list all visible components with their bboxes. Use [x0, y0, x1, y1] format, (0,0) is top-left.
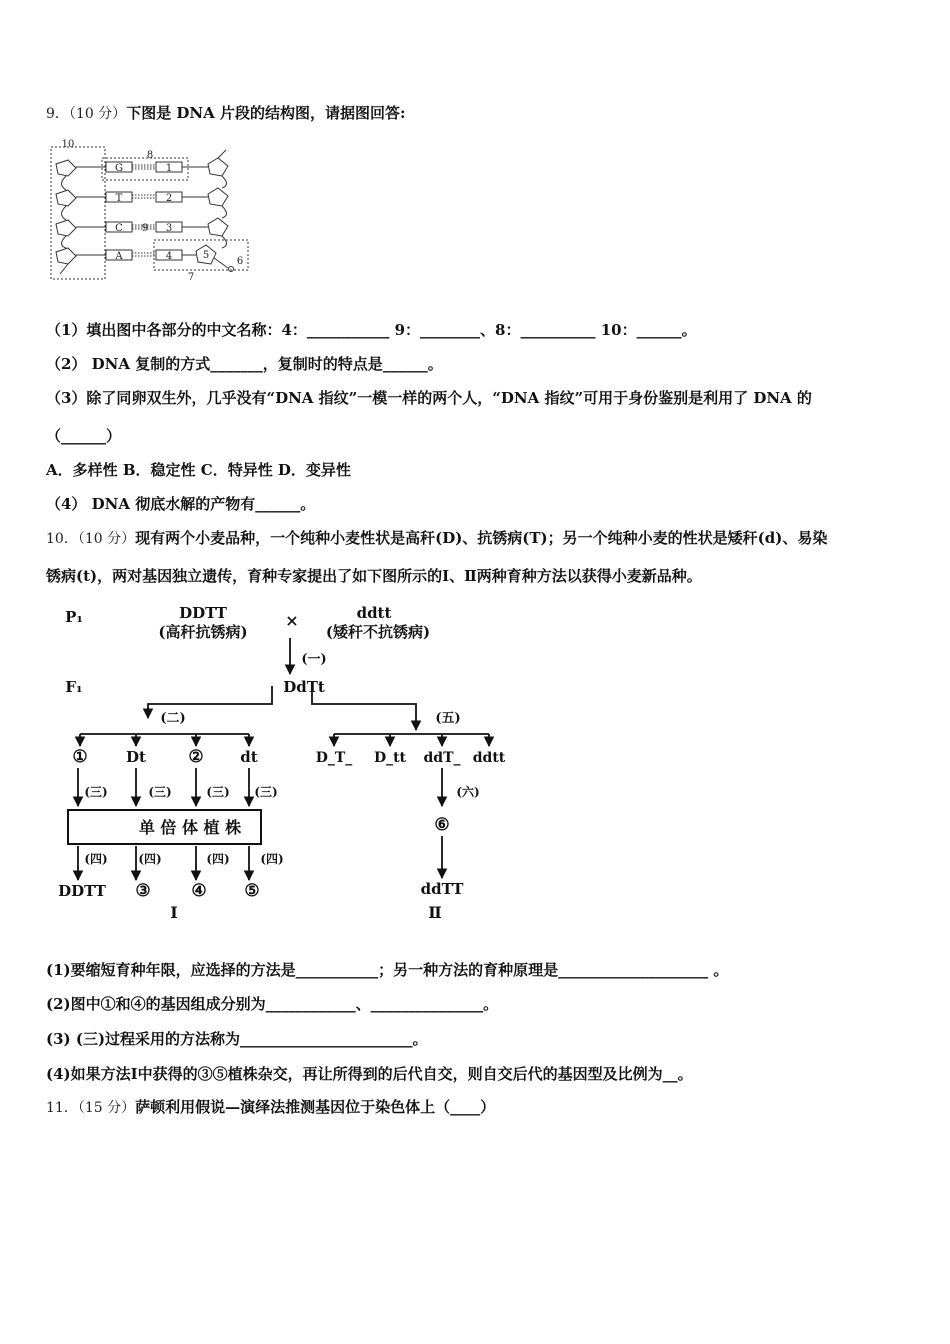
base-2: 2: [165, 193, 173, 204]
parent1-phenotype: (高秆抗锈病): [158, 623, 248, 641]
parent2-phenotype: (矮秆不抗锈病): [325, 623, 431, 641]
offspring-4: ④: [191, 881, 207, 901]
q9-score: （10 分）: [68, 106, 127, 122]
q11-score: （15 分）: [77, 1100, 136, 1116]
right-backbone: [208, 150, 228, 248]
base-C: C: [115, 223, 123, 234]
offspring-3: ③: [135, 881, 151, 901]
q10-stem1: 现有两个小麦品种，一个纯种小麦性状是高秆(D)、抗锈病(T)；另一个纯种小麦的性状是矮秆(d)、易染: [135, 529, 828, 547]
q11-stem-line: [46, 1097, 495, 1118]
label-9: 9: [141, 223, 149, 234]
q11-number: 11．: [46, 1100, 78, 1116]
gamete-Dt: Dt: [126, 748, 146, 766]
base-A: A: [115, 251, 123, 262]
base-G: G: [115, 163, 123, 174]
q9-sub1: （1）填出图中各部分的中文名称：4：___________ 9：________、8：__________ 10：______。: [46, 321, 697, 339]
step-1: (一): [301, 652, 327, 667]
q9-number: 9．: [46, 106, 69, 122]
q9-options: A．多样性 B．稳定性 C．特异性 D．变异性: [46, 461, 351, 479]
gamete-1: ①: [72, 747, 88, 767]
base-4: 4: [165, 251, 173, 262]
cross-symbol: ×: [285, 611, 299, 630]
step-4a: (四): [84, 852, 108, 866]
f2-ddT_: ddT_: [423, 750, 461, 766]
breeding-diagram: [56, 600, 516, 928]
base-1: 1: [165, 163, 173, 174]
step-3d: (三): [254, 785, 278, 799]
q9-sub4: （4） DNA 彻底水解的产物有______。: [46, 495, 316, 513]
f2-ddtt: ddtt: [472, 750, 506, 766]
method-II: Ⅱ: [428, 903, 442, 922]
q10-number: 10．: [46, 531, 78, 547]
f2-D_T_: D_T_: [315, 750, 353, 766]
step-4c: (四): [206, 852, 230, 866]
q10-sub1: (1)要缩短育种年限，应选择的方法是___________；另一种方法的育种原理是____________________ 。: [46, 961, 729, 979]
left-backbone: [56, 160, 76, 274]
q10-sub3: (3) (三)过程采用的方法称为_______________________。: [46, 1030, 428, 1048]
q9-sub2: （2） DNA 复制的方式_______，复制时的特点是______。: [46, 355, 443, 373]
dna-structure-figure: [46, 138, 266, 286]
gamete-dt: dt: [240, 748, 258, 766]
step-6: (六): [456, 785, 480, 799]
q11-stem: 萨顿利用假说—演绎法推测基因位于染色体上（____）: [135, 1098, 496, 1116]
label-7: 7: [187, 272, 195, 283]
offspring-DDTT: DDTT: [58, 882, 106, 900]
method-I: Ⅰ: [170, 903, 178, 922]
genotype-6: ⑥: [434, 815, 450, 835]
step-5: (五): [435, 711, 461, 726]
nucleotide-7: [196, 245, 228, 268]
q10-sub2: (2)图中①和④的基因组成分别为____________、_______________。: [46, 995, 499, 1013]
label-10: 10: [61, 139, 75, 150]
f2-D_tt: D_tt: [373, 750, 407, 766]
parent2-genotype: ddtt: [356, 604, 392, 622]
offspring-ddTT: ddTT: [420, 880, 464, 898]
q9-stem-line: [46, 103, 406, 124]
offspring-5: ⑤: [244, 881, 260, 901]
label-8: 8: [146, 150, 154, 161]
q10-stem-line2: 锈病(t)，两对基因独立遗传，育种专家提出了如下图所示的Ⅰ、Ⅱ两种育种方法以获得小麦新品种。: [46, 567, 702, 585]
base-T: T: [115, 193, 123, 204]
step-4b: (四): [138, 852, 162, 866]
q9-sub3: （3）除了同卵双生外，几乎没有“DNA 指纹”一模一样的两个人，“DNA 指纹”可用于身份鉴别是利用了 DNA 的: [46, 389, 812, 407]
step-2: (二): [160, 711, 186, 726]
haploid-label: 单 倍 体 植 株: [138, 818, 242, 837]
step-3b: (三): [148, 785, 172, 799]
f1-genotype: DdTt: [283, 678, 325, 696]
parent1-genotype: DDTT: [179, 604, 227, 622]
label-5: 5: [202, 250, 210, 261]
q10-stem-line1: [46, 528, 827, 549]
step-4d: (四): [260, 852, 284, 866]
q10-sub4: (4)如果方法Ⅰ中获得的③⑤植株杂交，再让所得到的后代自交，则自交后代的基因型及比例为__。: [46, 1065, 693, 1083]
q10-score: （10 分）: [77, 531, 136, 547]
label-6: 6: [236, 256, 244, 267]
gamete-2: ②: [188, 747, 204, 767]
step-3a: (三): [84, 785, 108, 799]
q9-sub3-blank: （______）: [46, 427, 122, 445]
hydrogen-bonds: [132, 165, 156, 256]
label-p1: P₁: [65, 608, 83, 626]
step-3c: (三): [206, 785, 230, 799]
q9-stem: 下图是 DNA 片段的结构图，请据图回答:: [126, 104, 406, 122]
label-f1: F₁: [65, 678, 83, 696]
base-3: 3: [165, 223, 173, 234]
